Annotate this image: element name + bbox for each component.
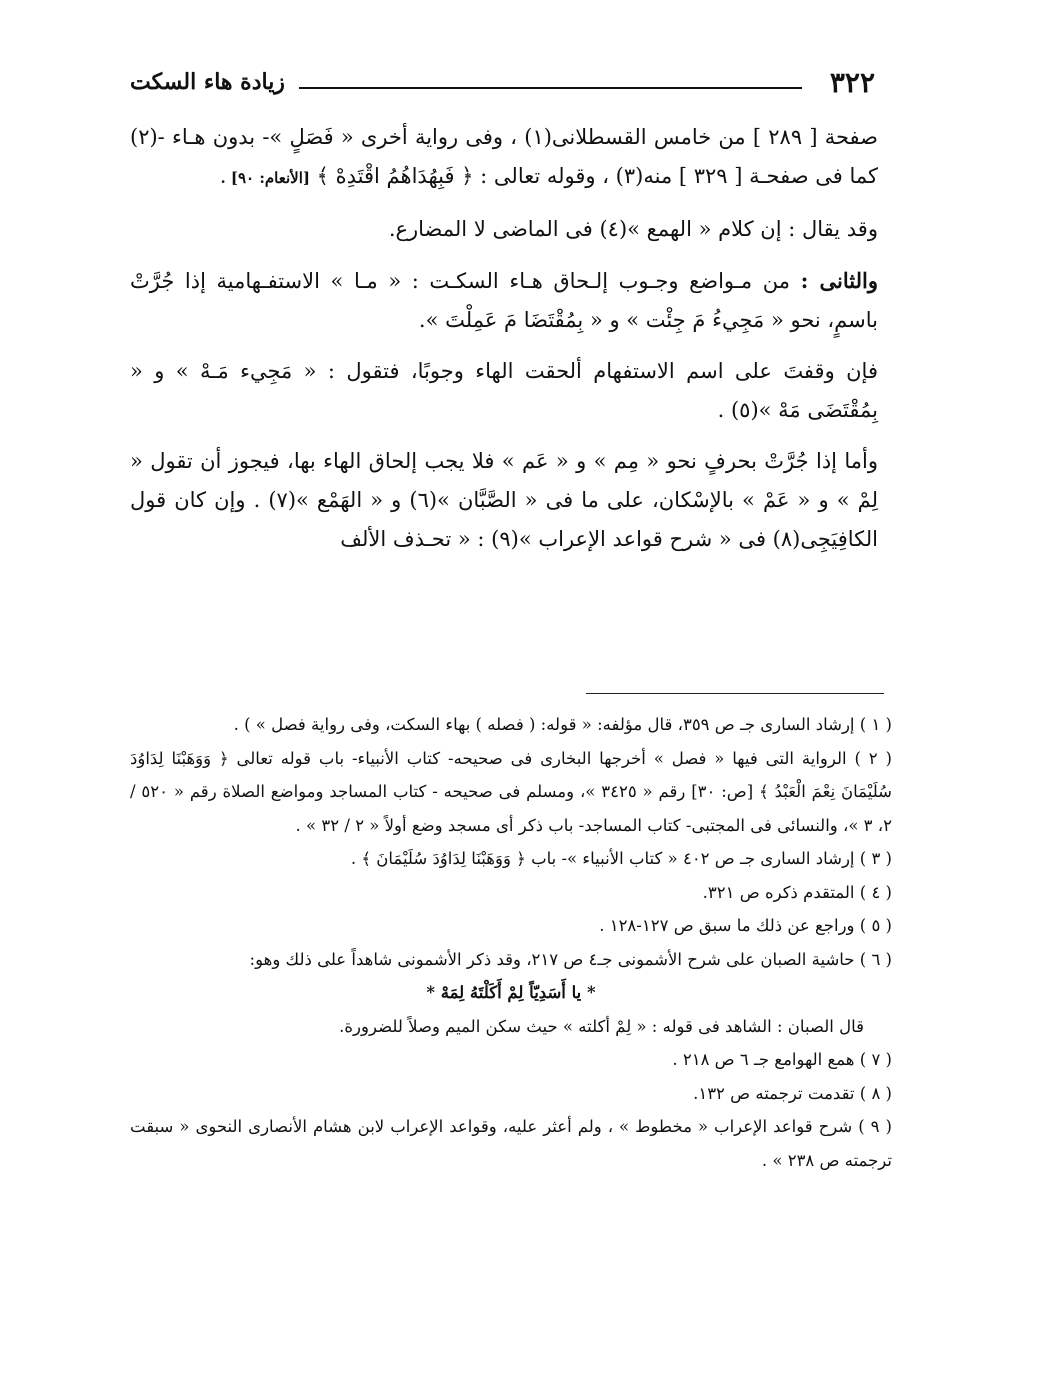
paragraph-1-text: صفحة [ ٢٨٩ ] من خامس القسطلانى(١) ، وفى رواية أخرى « فَصَلٍ »- بدون هـاء -(٢) كما فى صفحـة [ ٣٢٩ ] منه(٣) ، وقوله تعالى : ﴿ فَبِهُدَاهُمُ اقْتَدِهْ ﴾	[130, 125, 878, 188]
footnote-separator	[586, 693, 884, 694]
page-number: ٣٢٢	[829, 65, 875, 99]
footnote-6-verse: * يا أَسَدِيّاً لِمْ أَكَلْتَهُ لِمَهْ *	[426, 983, 596, 1002]
paragraph-3	[130, 261, 878, 340]
footnotes	[130, 708, 892, 1177]
paragraph-2: وقد يقال : إن كلام « الهمع »(٤) فى الماضى لا المضارع.	[388, 217, 878, 241]
paragraph-3-text: من مـواضع وجـوب إلـحاق هـاء السكـت : « مـا » الاستفـهامية إذا جُرَّتْ باسمٍ، نحو « مَجِيءُ مَ جِئْت » و « بِمُقْتَضَا مَ عَمِلْتَ ».	[130, 269, 878, 332]
footnote-9: ( ٩ ) شرح قواعد الإعراب « مخطوط » ، ولم أعثر عليه، وقواعد الإعراب لابن هشام الأنصارى النحوى « سبقت ترجمته ص ٢٣٨ » .	[130, 1117, 892, 1170]
quran-reference: [الأنعام: ٩٠] .	[220, 169, 310, 187]
running-header	[130, 62, 875, 102]
running-title: زيادة هاء السكت	[130, 69, 285, 95]
paragraph-1	[130, 118, 878, 198]
footnote-2: ( ٢ ) الرواية التى فيها « فصل » أخرجها البخارى فى صحيحه- كتاب الأنبياء- باب قوله تعالى ﴿ وَوَهَبْنَا لِدَاوُدَ سُلَيْمَانَ نِعْمَ الْعَبْدُ ﴾ [ص: ٣٠] رقم « ٣٤٢٥ »، ومسلم فى صحيحه - كتاب المساجد ومواضع الصلاة رقم « ٥٢٠ / ٢، ٣ »، والنسائى فى المجتبى- كتاب المساجد- باب ذكر أى مسجد وضع أولاً « ٢ / ٣٢ » .	[130, 748, 892, 835]
footnote-3: ( ٣ ) إرشاد السارى جـ ص ٤٠٢ « كتاب الأنبياء »- باب ﴿ وَوَهَبْنَا لِدَاوُدَ سُلَيْمَانَ ﴾ .	[350, 849, 892, 868]
footnote-6: ( ٦ ) حاشية الصبان على شرح الأشمونى جـ٤ ص ٢١٧، وقد ذكر الأشمونى شاهداً على ذلك وهو:	[249, 949, 892, 969]
paragraph-4: فإن وقفتَ على اسم الاستفهام ألحقت الهاء وجوبًا، فتقول : « مَجِيء مَـهْ » و « بِمُقْتَضَى مَهْ »(٥) .	[130, 359, 878, 422]
footnote-8: ( ٨ ) تقدمت ترجمته ص ١٣٢.	[693, 1083, 892, 1103]
paragraph-3-lead: والثانى :	[800, 268, 878, 293]
footnote-6-note: قال الصبان : الشاهد فى قوله : « لِمْ أكلته » حيث سكن الميم وصلاً للضرورة.	[339, 1016, 864, 1036]
header-rule	[299, 87, 802, 89]
footnote-5: ( ٥ ) وراجع عن ذلك ما سبق ص ١٢٧-١٢٨ .	[599, 916, 892, 935]
footnote-4: ( ٤ ) المتقدم ذكره ص ٣٢١.	[702, 882, 892, 902]
footnote-7: ( ٧ ) همع الهوامع جـ ٦ ص ٢١٨ .	[672, 1050, 892, 1069]
footnote-1: ( ١ ) إرشاد السارى جـ ص ٣٥٩، قال مؤلفه: « قوله: ( فصله ) بهاء السكت، وفى رواية فصل » ) .	[233, 715, 892, 734]
paragraph-5: وأما إذا جُرَّتْ بحرفٍ نحو « مِم » و « عَم » فلا يجب إلحاق الهاء بها، فيجوز أن تقول « لِمْ » و « عَمْ » بالإسْكان، على ما فى « الصَّبَّان »(٦) و « الهَمْع »(٧) . وإن كان قول الكافِيَجِى(٨) فى « شرح قواعد الإعراب »(٩) : « تحـذف الألف	[130, 449, 878, 551]
main-text	[130, 118, 878, 571]
